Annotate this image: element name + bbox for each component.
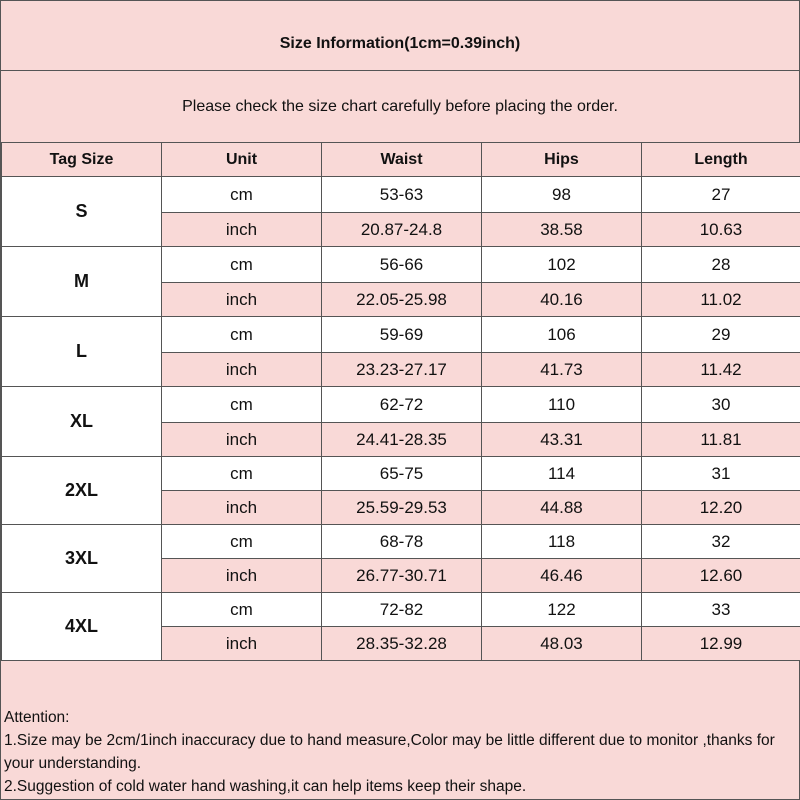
unit-cell: inch — [162, 627, 322, 661]
length-cell: 12.99 — [642, 627, 800, 661]
unit-cell: cm — [162, 177, 322, 213]
waist-cell: 25.59-29.53 — [322, 491, 482, 525]
unit-cell: inch — [162, 423, 322, 457]
waist-cell: 72-82 — [322, 593, 482, 627]
hips-cell: 110 — [482, 387, 642, 423]
waist-cell: 59-69 — [322, 317, 482, 353]
waist-cell: 68-78 — [322, 525, 482, 559]
table-row — [2, 317, 800, 353]
waist-cell: 65-75 — [322, 457, 482, 491]
length-cell: 28 — [642, 247, 800, 283]
length-cell: 11.42 — [642, 353, 800, 387]
attention-line-1: 1.Size may be 2cm/1inch inaccuracy due to hand measure,Color may be little different due to monitor ,thanks for your understanding. — [4, 732, 775, 772]
hips-cell: 122 — [482, 593, 642, 627]
unit-cell: inch — [162, 559, 322, 593]
table-row — [2, 387, 800, 423]
table-row — [2, 593, 800, 627]
tag-size-cell: 4XL — [2, 593, 162, 661]
table-row — [2, 177, 800, 213]
tag-size-cell: 3XL — [2, 525, 162, 593]
length-cell: 29 — [642, 317, 800, 353]
unit-cell: cm — [162, 525, 322, 559]
size-table — [1, 142, 800, 661]
hips-cell: 106 — [482, 317, 642, 353]
length-cell: 27 — [642, 177, 800, 213]
hips-cell: 38.58 — [482, 213, 642, 247]
attention-heading: Attention: — [4, 709, 70, 726]
attention-line-2: 2.Suggestion of cold water hand washing,it can help items keep their shape. — [4, 778, 527, 795]
table-row — [2, 525, 800, 559]
length-cell: 12.20 — [642, 491, 800, 525]
waist-cell: 56-66 — [322, 247, 482, 283]
hips-cell: 46.46 — [482, 559, 642, 593]
header-waist: Waist — [322, 143, 482, 177]
unit-cell: inch — [162, 353, 322, 387]
table-row — [2, 457, 800, 491]
hips-cell: 41.73 — [482, 353, 642, 387]
unit-cell: inch — [162, 213, 322, 247]
unit-cell: cm — [162, 457, 322, 491]
waist-cell: 20.87-24.8 — [322, 213, 482, 247]
unit-cell: cm — [162, 593, 322, 627]
hips-cell: 48.03 — [482, 627, 642, 661]
length-cell: 31 — [642, 457, 800, 491]
length-cell: 33 — [642, 593, 800, 627]
waist-cell: 26.77-30.71 — [322, 559, 482, 593]
chart-title: Size Information(1cm=0.39inch) — [1, 1, 799, 71]
hips-cell: 118 — [482, 525, 642, 559]
length-cell: 12.60 — [642, 559, 800, 593]
waist-cell: 24.41-28.35 — [322, 423, 482, 457]
unit-cell: cm — [162, 247, 322, 283]
length-cell: 10.63 — [642, 213, 800, 247]
waist-cell: 53-63 — [322, 177, 482, 213]
waist-cell: 28.35-32.28 — [322, 627, 482, 661]
tag-size-cell: L — [2, 317, 162, 387]
hips-cell: 40.16 — [482, 283, 642, 317]
header-unit: Unit — [162, 143, 322, 177]
table-row — [2, 247, 800, 283]
hips-cell: 43.31 — [482, 423, 642, 457]
size-table-body — [2, 177, 800, 661]
hips-cell: 102 — [482, 247, 642, 283]
header-row — [2, 143, 800, 177]
hips-cell: 44.88 — [482, 491, 642, 525]
tag-size-cell: S — [2, 177, 162, 247]
length-cell: 30 — [642, 387, 800, 423]
waist-cell: 62-72 — [322, 387, 482, 423]
tag-size-cell: XL — [2, 387, 162, 457]
tag-size-cell: 2XL — [2, 457, 162, 525]
attention-notes — [4, 706, 798, 798]
length-cell: 32 — [642, 525, 800, 559]
waist-cell: 22.05-25.98 — [322, 283, 482, 317]
header-hips: Hips — [482, 143, 642, 177]
length-cell: 11.02 — [642, 283, 800, 317]
unit-cell: cm — [162, 387, 322, 423]
header-length: Length — [642, 143, 800, 177]
unit-cell: inch — [162, 491, 322, 525]
hips-cell: 114 — [482, 457, 642, 491]
notice-text: Please check the size chart carefully before placing the order. — [182, 98, 618, 115]
length-cell: 11.81 — [642, 423, 800, 457]
unit-cell: inch — [162, 283, 322, 317]
hips-cell: 98 — [482, 177, 642, 213]
unit-cell: cm — [162, 317, 322, 353]
tag-size-cell: M — [2, 247, 162, 317]
waist-cell: 23.23-27.17 — [322, 353, 482, 387]
header-tag-size: Tag Size — [2, 143, 162, 177]
